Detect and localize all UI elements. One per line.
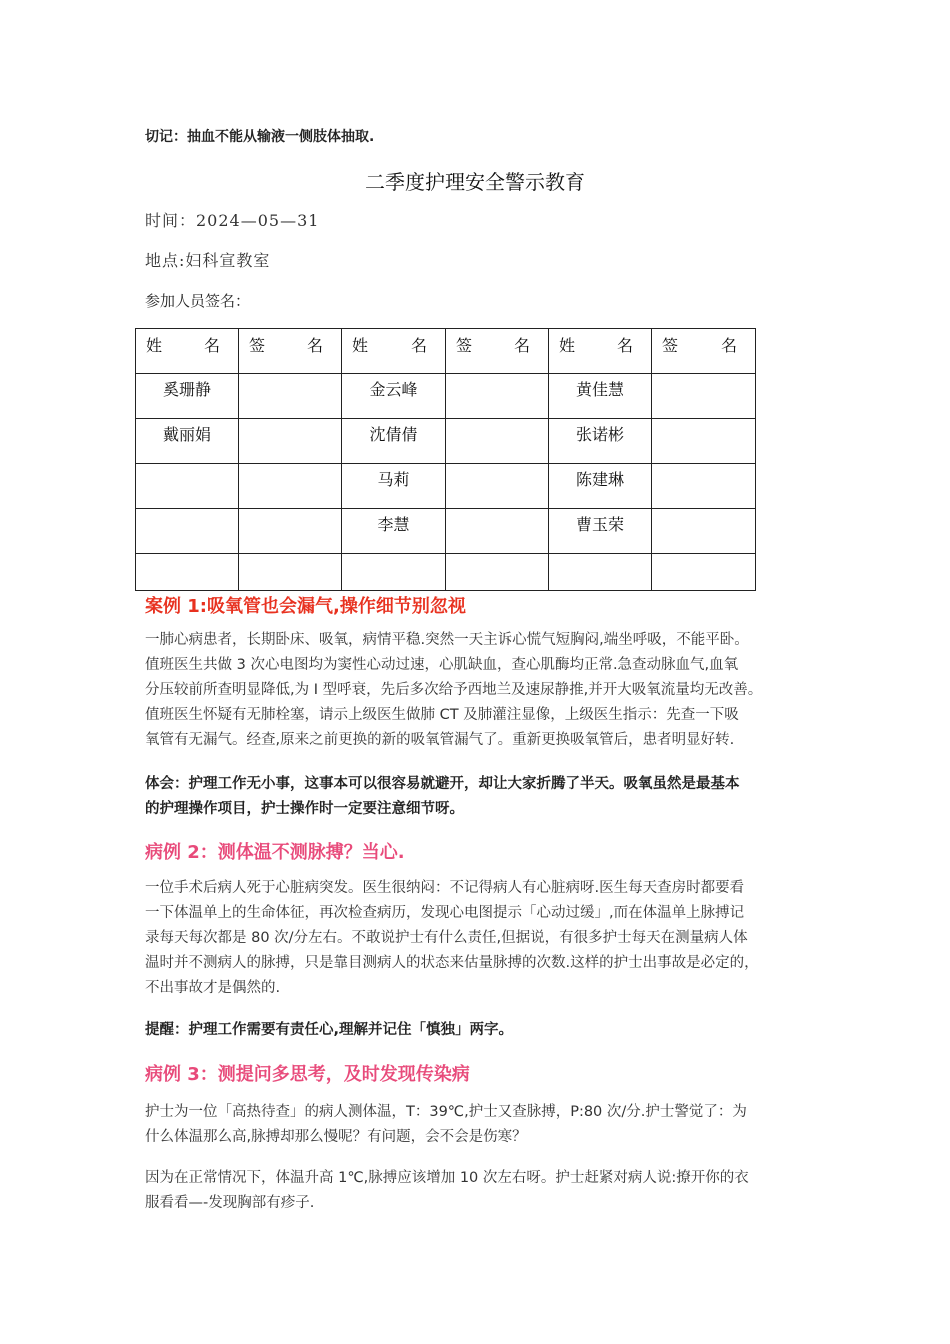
case2-heading: 病例 2：测体温不测脉搏？当心. xyxy=(145,842,405,863)
header-sign-3: 签 名 xyxy=(652,329,756,374)
header-sign-1: 签 名 xyxy=(239,329,342,374)
case3-body-1 xyxy=(145,1100,825,1150)
table-row xyxy=(136,509,756,554)
header-name-2: 姓 名 xyxy=(342,329,446,374)
case1-line: 值班医生怀疑有无肺栓塞，请示上级医生做肺 CT 及肺灌注显像，上级医生指示：先查一下吸 xyxy=(145,707,739,723)
case1-note-line: 的护理操作项目，护士操作时一定要注意细节呀。 xyxy=(145,801,464,817)
signature-cell[interactable] xyxy=(652,419,756,464)
table-cell xyxy=(136,509,239,554)
header-name-1: 姓 名 xyxy=(136,329,239,374)
signature-cell[interactable] xyxy=(652,509,756,554)
case1-heading: 案例 1:吸氧管也会漏气,操作细节别忽视 xyxy=(145,596,466,617)
table-cell: 金云峰 xyxy=(342,374,446,419)
table-cell: 马莉 xyxy=(342,464,446,509)
table-cell: 沈倩倩 xyxy=(342,419,446,464)
case1-line: 值班医生共做 3 次心电图均为窦性心动过速，心肌缺血，查心肌酶均正常.急查动脉血气,血氧 xyxy=(145,657,739,673)
meeting-place: 地点:妇科宣教室 xyxy=(145,251,271,270)
table-cell: 奚珊静 xyxy=(136,374,239,419)
case3-line: 服看看—-发现胸部有疹子. xyxy=(145,1195,315,1211)
meeting-time: 时间：2024—05—31 xyxy=(145,211,320,230)
case3-line: 因为在正常情况下，体温升高 1℃,脉搏应该增加 10 次左右呀。护士赶紧对病人说:撩开你的衣 xyxy=(145,1170,749,1186)
case2-body xyxy=(145,876,825,1001)
signature-table xyxy=(135,328,756,591)
table-header-row xyxy=(136,329,756,374)
header-name-3: 姓 名 xyxy=(549,329,652,374)
case2-line: 温时并不测病人的脉搏，只是靠目测病人的状态来估量脉搏的次数.这样的护士出事故是必定的， xyxy=(145,955,759,971)
case3-heading: 病例 3：测提问多思考，及时发现传染病 xyxy=(145,1064,470,1085)
signature-cell[interactable] xyxy=(652,374,756,419)
case3-line: 什么体温那么高,脉搏却那么慢呢？有问题，会不会是伤寒？ xyxy=(145,1129,527,1145)
case2-note-line: 提醒：护理工作需要有责任心,理解并记住「慎独」两字。 xyxy=(145,1022,514,1038)
case2-note xyxy=(145,1018,825,1043)
signature-cell[interactable] xyxy=(239,464,342,509)
case2-line: 不出事故才是偶然的. xyxy=(145,980,281,996)
signature-cell[interactable] xyxy=(446,464,549,509)
case3-body-2 xyxy=(145,1166,825,1216)
case2-line: 录每天每次都是 80 次/分左右。不敢说护士有什么责任,但据说，有很多护士每天在测量病人体 xyxy=(145,930,748,946)
sign-label: 参加人员签名： xyxy=(145,292,251,310)
table-cell xyxy=(342,554,446,591)
table-cell: 戴丽娟 xyxy=(136,419,239,464)
signature-cell[interactable] xyxy=(446,374,549,419)
case2-line: 一下体温单上的生命体征，再次检查病历，发现心电图提示「心动过缓」,而在体温单上脉搏记 xyxy=(145,905,745,921)
case1-body xyxy=(145,628,825,753)
case1-line: 分压较前所查明显降低,为 I 型呼衰，先后多次给予西地兰及速尿静推,并开大吸氧流量均无改善。 xyxy=(145,682,763,698)
case2-line: 一位手术后病人死于心脏病突发。医生很纳闷：不记得病人有心脏病呀.医生每天查房时都要看 xyxy=(145,880,745,896)
signature-cell[interactable] xyxy=(239,509,342,554)
signature-cell[interactable] xyxy=(446,419,549,464)
signature-cell[interactable] xyxy=(446,509,549,554)
table-cell: 张诺彬 xyxy=(549,419,652,464)
signature-cell[interactable] xyxy=(239,374,342,419)
signature-cell[interactable] xyxy=(239,554,342,591)
signature-cell[interactable] xyxy=(239,419,342,464)
table-cell: 陈建琳 xyxy=(549,464,652,509)
case1-note-line: 体会：护理工作无小事，这事本可以很容易就避开，却让大家折腾了半天。吸氧虽然是最基本 xyxy=(145,776,740,792)
table-row xyxy=(136,464,756,509)
case1-note xyxy=(145,772,825,822)
table-row xyxy=(136,554,756,591)
table-cell xyxy=(136,464,239,509)
case1-line: 一肺心病患者，长期卧床、吸氧，病情平稳.突然一天主诉心慌气短胸闷,端坐呼吸，不能平卧。 xyxy=(145,632,749,648)
table-cell: 李慧 xyxy=(342,509,446,554)
signature-cell[interactable] xyxy=(652,554,756,591)
signature-cell[interactable] xyxy=(446,554,549,591)
warning-text: 切记：抽血不能从输液一侧肢体抽取. xyxy=(145,129,375,145)
signature-cell[interactable] xyxy=(652,464,756,509)
table-cell xyxy=(136,554,239,591)
table-row xyxy=(136,374,756,419)
page-title: 二季度护理安全警示教育 xyxy=(365,170,585,194)
table-cell: 曹玉荣 xyxy=(549,509,652,554)
table-cell xyxy=(549,554,652,591)
case3-line: 护士为一位「高热待查」的病人测体温，T：39℃,护士又查脉搏，P:80 次/分.护士警觉了：为 xyxy=(145,1104,747,1120)
case1-line: 氧管有无漏气。经查,原来之前更换的新的吸氧管漏气了。重新更换吸氧管后，患者明显好转. xyxy=(145,732,735,748)
table-row xyxy=(136,419,756,464)
table-cell: 黄佳慧 xyxy=(549,374,652,419)
header-sign-2: 签 名 xyxy=(446,329,549,374)
